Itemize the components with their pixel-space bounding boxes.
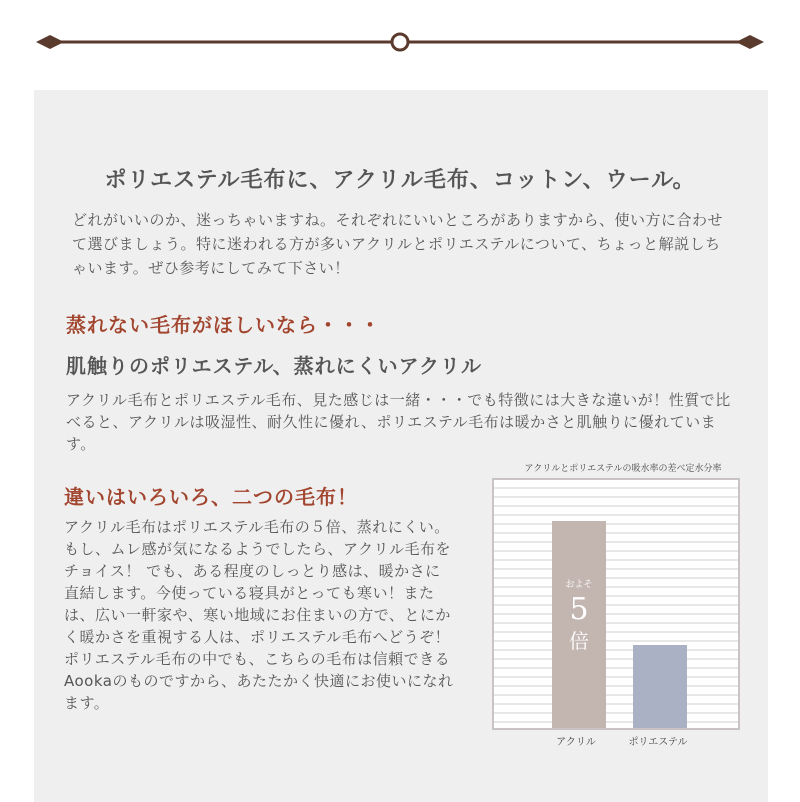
center-ring-icon xyxy=(392,34,408,50)
section2-title: 違いはいろいろ、二つの毛布！ xyxy=(64,485,358,509)
intro-paragraph: どれがいいのか、迷っちゃいますね。それぞれにいいところがありますから、使い方に合わせて選びましょう。特に迷われる方が多いアクリルとポリエステルについて、ちょっと解説しちゃいます。ぜひ参考にしてみて下さい！ xyxy=(72,211,724,277)
top-ornament-divider xyxy=(0,0,800,90)
bar-annotation-small: およそ xyxy=(565,579,593,590)
section1-subtitle: 肌触りのポリエステル、蒸れにくいアクリル xyxy=(66,354,482,378)
x-tick-label-acrylic: アクリル xyxy=(556,737,596,748)
right-diamond-icon xyxy=(736,35,764,49)
section2-body: アクリル毛布はポリエステル毛布の５倍、蒸れにくい。もし、ムレ感が気になるようでしたら、アクリル毛布をチョイス！ でも、ある程度のしっとり感は、暖かさに直結します。今使っている寝具がとっても寒い！または、広い一軒家や、寒い地域にお住まいの方で、とにかく暖かさを重視する人は、ポリエステル毛布へどうぞ！ポリエステル毛布の中でも、こちらの毛布は信頼できるAookaのものですから、あたたかく快適にお使いになれます。 xyxy=(64,518,454,712)
section1-body: アクリル毛布とポリエステル毛布、見た感じは一緒・・・でも特徴には大きな違いが！性質で比べると、アクリルは吸湿性、耐久性に優れ、ポリエステル毛布は暖かさと肌触りに優れています。 xyxy=(66,391,731,453)
x-tick-label-polyester: ポリエステル xyxy=(628,737,688,748)
bar-polyester xyxy=(633,645,687,728)
page-headline: ポリエステル毛布に、アクリル毛布、コットン、ウール。 xyxy=(104,167,696,193)
bar-annotation-value: 5 xyxy=(569,591,589,627)
chart-frame xyxy=(492,478,740,730)
bar-annotation-unit: 倍 xyxy=(569,628,589,653)
left-diamond-icon xyxy=(36,35,64,49)
chart-title: アクリルとポリエステルの吸水率の差べ定水分率 xyxy=(524,464,722,474)
section1-title: 蒸れない毛布がほしいなら・・・ xyxy=(66,313,381,337)
